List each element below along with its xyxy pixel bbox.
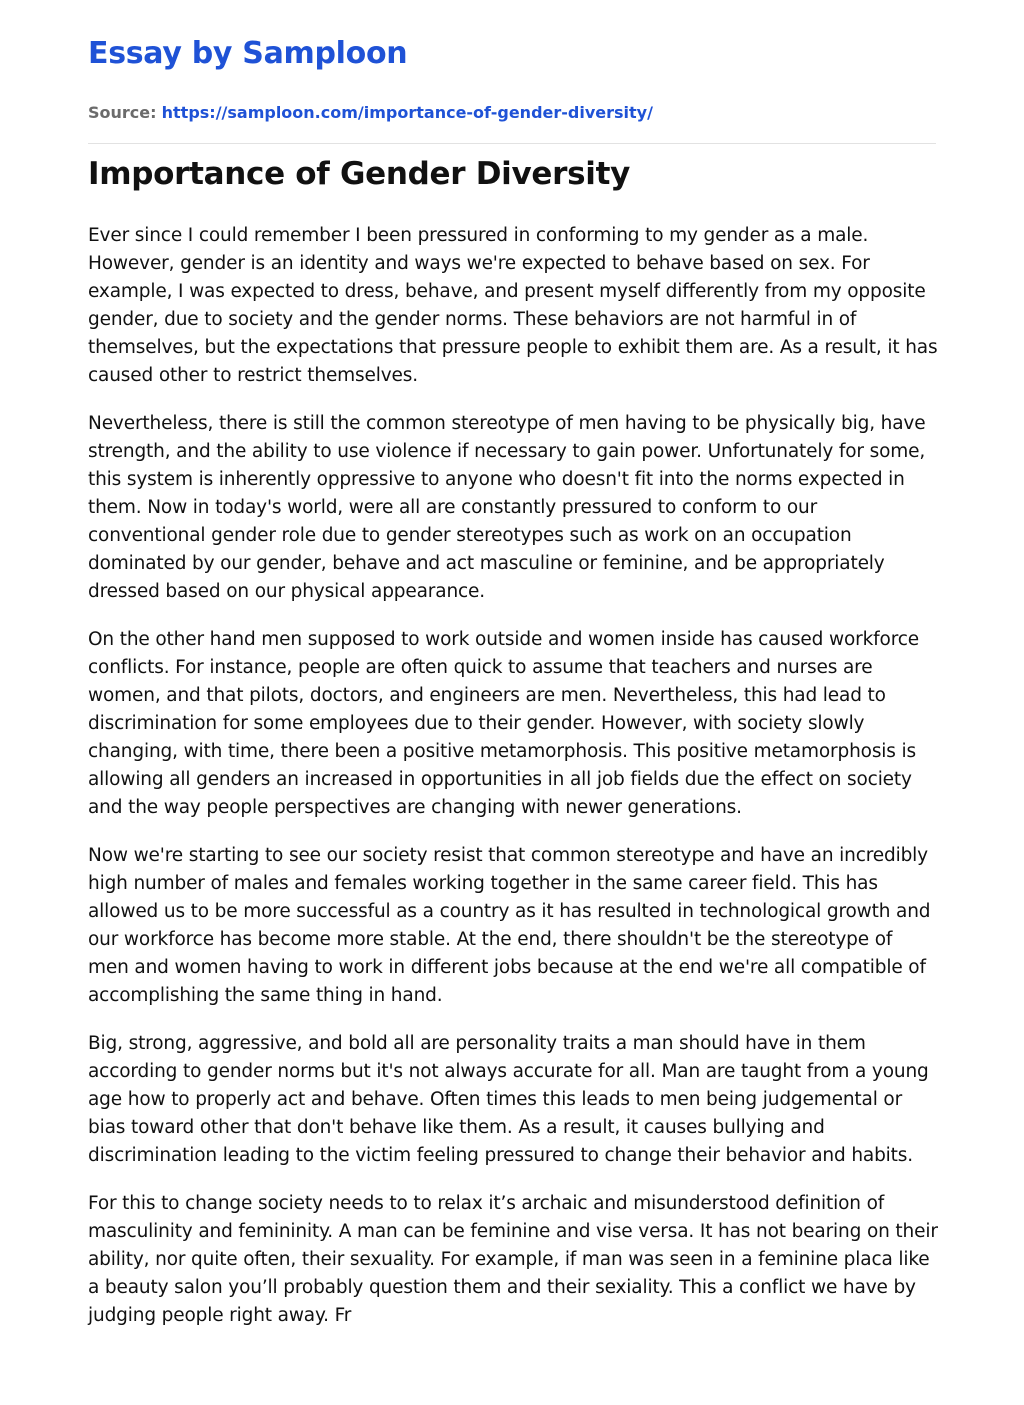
site-brand[interactable]: Essay by Samploon — [88, 36, 408, 71]
essay-paragraph: Nevertheless, there is still the common stereotype of men having to be physically big, have strength, and the ability to use violence if necessary to gain power. Unfortunately for some, this system is inherently oppressive to anyone who doesn't fit into the norms expected in them. Now in today's world, were all are constantly pressured to conform to our conventional gender role due to gender stereotypes such as work on an occupation dominated by our gender, behave and act masculine or feminine, and be appropriately dressed based on our physical appearance. — [88, 413, 926, 602]
source-link[interactable]: https://samploon.com/importance-of-gender-diversity/ — [161, 103, 653, 122]
essay-paragraph: Big, strong, aggressive, and bold all are personality traits a man should have in them according to gender norms but it's not always accurate for all. Man are taught from a young age how to properly act and behave. Often times this leads to men being judgemental or bias toward other that don't behave like them. As a result, it causes bullying and discrimination leading to the victim feeling pressured to change their behavior and habits. — [88, 1033, 929, 1166]
header-divider — [88, 143, 936, 144]
source-label: Source: — [88, 103, 157, 122]
essay-paragraph: For this to change society needs to to relax it’s archaic and misunderstood definition of masculinity and femininity. A man can be feminine and vise versa. It has not bearing on their ability, nor quite often, their sexuality. For example, if man was seen in a feminine placa like a beauty salon you’ll probably question them and their sexiality. This a conflict we have by judging people right away. Fr — [88, 1193, 938, 1326]
source-line — [88, 102, 653, 124]
essay-paragraph: On the other hand men supposed to work outside and women inside has caused workforce conflicts. For instance, people are often quick to assume that teachers and nurses are women, and that pilots, doctors, and engineers are men. Nevertheless, this had lead to discrimination for some employees due to their gender. However, with society slowly changing, with time, there been a positive metamorphosis. This positive metamorphosis is allowing all genders an increased in opportunities in all job fields due the effect on society and the way people perspectives are changing with newer generations. — [88, 629, 919, 818]
essay-paragraph: Now we're starting to see our society resist that common stereotype and have an incredibly high number of males and females working together in the same career field. This has allowed us to be more successful as a country as it has resulted in technological growth and our workforce has become more stable. At the end, there shouldn't be the stereotype of men and women having to work in different jobs because at the end we're all compatible of accomplishing the same thing in hand. — [88, 845, 931, 1006]
essay-body — [88, 222, 938, 1350]
essay-paragraph: Ever since I could remember I been pressured in conforming to my gender as a male. However, gender is an identity and ways we're expected to behave based on sex. For example, I was expected to dress, behave, and present myself differently from my opposite gender, due to society and the gender norms. These behaviors are not harmful in of themselves, but the expectations that pressure people to exhibit them are. As a result, it has caused other to restrict themselves. — [88, 225, 938, 386]
essay-title: Importance of Gender Diversity — [88, 156, 631, 192]
